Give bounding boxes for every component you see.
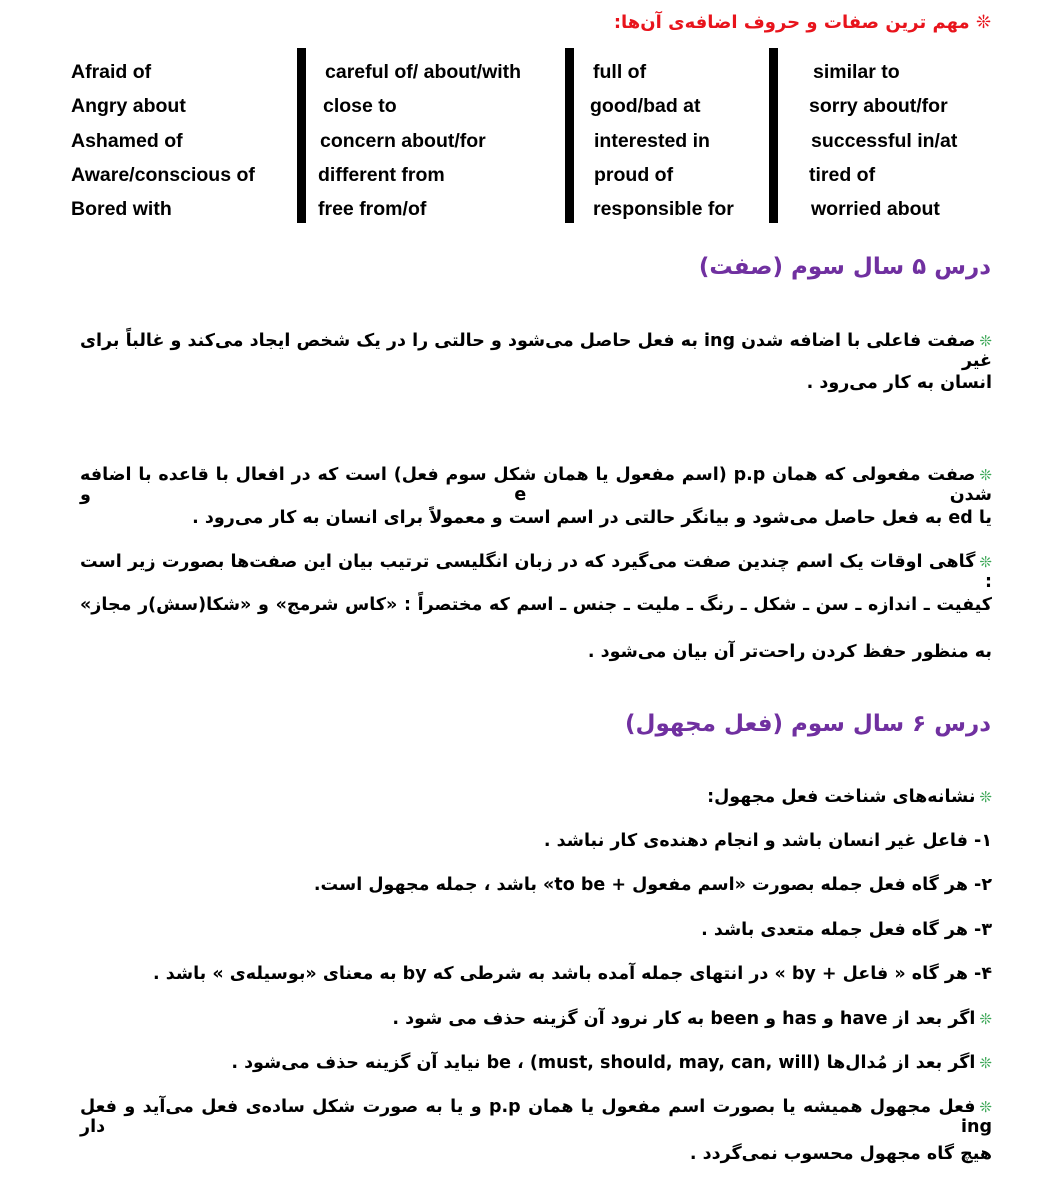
paragraph-line: ❊اگر بعد از have و has و been به کار نرود آن گزینه حذف می شود . — [392, 1009, 992, 1029]
table-cell: interested in — [594, 129, 710, 152]
table-cell: similar to — [813, 61, 900, 83]
paragraph-line: ❊نشانه‌های شناخت فعل مجهول: — [707, 787, 992, 807]
table-cell: tired of — [809, 163, 876, 186]
table-cell: careful of/ about/with — [325, 61, 522, 83]
paragraph-line: یا ed به فعل حاصل می‌شود و بیانگر حالتی در اسم است و معمولاً برای انسان به کار می‌رود . — [192, 508, 992, 528]
paragraph-line: ❊فعل مجهول همیشه یا بصورت اسم مفعول یا همان p.p و یا به صورت شکل ساده‌ی فعل می‌آید و فعل ing دار — [80, 1097, 992, 1137]
paragraph-line: هیچ گاه مجهول محسوب نمی‌گردد . — [689, 1144, 992, 1164]
star-bullet-icon: ❊ — [979, 332, 992, 350]
table-cell: responsible for — [593, 198, 734, 221]
star-bullet-icon: ❊ — [979, 1098, 992, 1116]
section-6-heading: درس ۶ سال سوم (فعل مجهول) — [625, 711, 991, 737]
adjectives-prepositions-title: ❊ مهم ترین صفات و حروف اضافه‌ی آن‌ها: — [613, 12, 991, 33]
paragraph-line: ❊اگر بعد از مُدال‌ها (must, should, may, can, will) ، be نیاید آن گزینه حذف می‌شود . — [231, 1053, 992, 1073]
table-cell: Bored with — [71, 198, 172, 221]
table-cell: worried about — [811, 198, 940, 221]
star-bullet-icon: ❊ — [979, 1010, 992, 1028]
table-column-3 — [590, 55, 734, 226]
star-bullet-icon: ❊ — [979, 1054, 992, 1072]
list-item: ۳- هر گاه فعل جمله متعدی باشد . — [701, 920, 992, 940]
table-cell: Angry about — [71, 95, 186, 118]
column-divider — [565, 48, 574, 223]
star-bullet-icon: ❊ — [979, 788, 992, 806]
table-cell: different from — [318, 163, 445, 186]
table-cell: close to — [323, 95, 397, 118]
table-cell: Aware/conscious of — [71, 163, 255, 186]
column-divider — [769, 48, 778, 223]
paragraph-line: ❊صفت فاعلی با اضافه شدن ing به فعل حاصل می‌شود و حالتی را در یک شخص ایجاد می‌کند و غالباً برای غیر — [80, 331, 992, 371]
table-column-4 — [809, 55, 957, 226]
section-5-heading: درس ۵ سال سوم (صفت) — [698, 254, 991, 280]
table-cell: concern about/for — [320, 129, 486, 152]
list-item: ۱- فاعل غیر انسان باشد و انجام دهنده‌ی کار نباشد . — [543, 831, 992, 851]
table-column-2 — [318, 55, 521, 226]
paragraph-line: ❊صفت مفعولی که همان p.p (اسم مفعول یا همان شکل سوم فعل) است که در افعال با قاعده با اضافه شدن e و — [80, 465, 992, 505]
paragraph-line: ❊گاهی اوقات یک اسم چندین صفت می‌گیرد که در زبان انگلیسی ترتیب بیان این صفت‌ها بصورت زیر است : — [80, 552, 992, 592]
star-bullet-icon: ❊ — [979, 553, 992, 571]
column-divider — [297, 48, 306, 223]
table-cell: Afraid of — [71, 61, 152, 83]
table-cell: successful in/at — [811, 129, 958, 152]
table-cell: sorry about/for — [809, 95, 948, 118]
table-cell: free from/of — [318, 198, 427, 221]
list-item: ۲- هر گاه فعل جمله بصورت «اسم مفعول + to be» باشد ، جمله مجهول است. — [313, 875, 992, 895]
table-cell: proud of — [594, 163, 674, 186]
table-column-1 — [71, 55, 255, 226]
table-cell: full of — [593, 61, 647, 83]
table-cell: good/bad at — [590, 95, 701, 118]
star-bullet-icon: ❊ — [979, 466, 992, 484]
paragraph-line: به منظور حفظ کردن راحت‌تر آن بیان می‌شود . — [587, 642, 992, 662]
paragraph-line: انسان به کار می‌رود . — [806, 373, 992, 393]
paragraph-line: کیفیت ـ اندازه ـ سن ـ شکل ـ رنگ ـ ملیت ـ جنس ـ اسم که مختصراً : «کاس شرمج» و «شکا(سش)ر مجاز» — [80, 595, 992, 615]
table-cell: Ashamed of — [71, 129, 183, 152]
list-item: ۴- هر گاه « فاعل + by » در انتهای جمله آمده باشد به شرطی که by به معنای «بوسیله‌ی » باشد . — [153, 964, 992, 984]
